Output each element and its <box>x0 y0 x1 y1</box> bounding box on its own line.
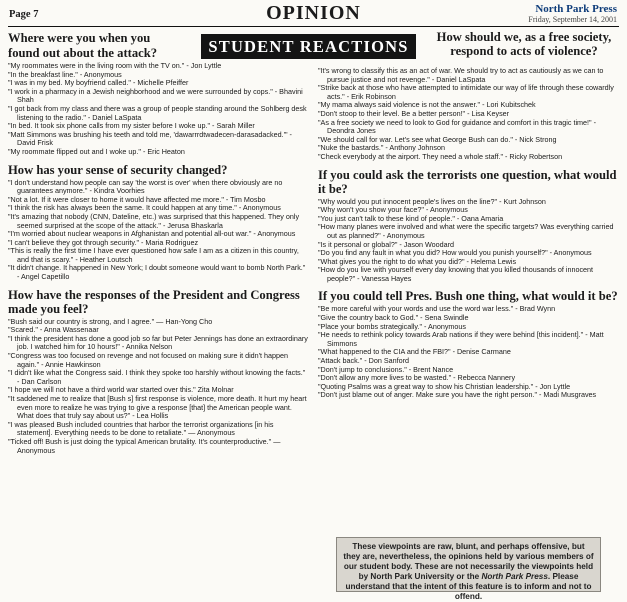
quote-item: "Bush said our country is strong, and I agree." — Han-Yong Cho <box>8 316 213 326</box>
q5-quotes <box>8 318 308 456</box>
quote-item: "You just can't talk to these kind of people." - Oana Amaria <box>318 213 504 223</box>
q1-heading-line2: found out about the attack? <box>8 46 158 60</box>
publication-date: Friday, September 14, 2001 <box>528 15 617 24</box>
quote-item: "I'm worried about nuclear weapons in Afghanistan and potential all-out war." - Anonymous <box>8 229 296 239</box>
disclaimer-text-a: These viewpoints are raw, blunt, and perhaps offensive, but they are, nevertheless, the opinions held by various members of our student body. These are not necessarily the viewpoints held by North Park University or the <box>343 542 594 581</box>
paper-name: North Park Press <box>535 3 617 15</box>
quote-item: "I think the president has done a good job so far but Peter Jennings has done an extraordinary job. I watched him for 10 hours!" - Annika Nelson <box>8 333 308 352</box>
quote-item: "My roommate flipped out and I woke up." - Eric Heaton <box>8 146 185 156</box>
quote-item: "Attack back." - Don Sanford <box>318 356 409 366</box>
paper-masthead <box>528 3 617 24</box>
quote-item: "Do you find any fault in what you did? How would you punish yourself?" - Anonymous <box>318 248 592 258</box>
quote-item: "Give the country back to God." - Sena Swindle <box>318 313 469 323</box>
q6-quotes <box>318 305 618 400</box>
quote-item: "In the breakfast line." - Anonymous <box>8 69 122 79</box>
quote-item: "Congress was too focused on revenge and not focused on making sure it didn't happen again." - Annie Hawkinson <box>8 351 289 369</box>
q5-heading: How have the responses of the President and Congress made you feel? <box>8 287 300 316</box>
quote-item: "How do you live with yourself every day knowing that you killed thousands of innocent people?" - Vanessa Hayes <box>318 265 594 283</box>
quote-item: "He needs to rethink policy towards Arab nations if they were behind [this incident]." - Matt Simmons <box>318 330 604 348</box>
q3-quotes <box>8 179 308 282</box>
quote-item: "What gives you the right to do what you did?" - Helema Lewis <box>318 256 517 266</box>
quote-item: "I don't understand how people can say 'the worst is over' when there obviously are no guarantees anymore." - Kindra Voorhies <box>8 177 283 196</box>
quote-item: "Quoting Psalms was a great way to show his Christian leadership." - Jon Lyttle <box>318 381 571 391</box>
quote-item: "I work in a pharmacy in a Jewish neighborhood and we were surrounded by cops." - Bhavini Shah <box>8 86 303 105</box>
student-reactions-banner: STUDENT REACTIONS <box>201 34 416 59</box>
q1-heading-line1: Where were you when you <box>8 31 151 45</box>
quote-item: "Check everybody at the airport. They need a whole staff." - Ricky Robertson <box>318 151 563 161</box>
left-column <box>8 30 308 455</box>
quote-item: "Not a lot. If it were closer to home it would have affected me more." - Tim Mosbo <box>8 194 266 204</box>
right-column <box>318 67 618 400</box>
section-title: OPINION <box>266 2 361 24</box>
q2-heading: How should we, as a free society, respond to acts of violence? <box>436 30 612 58</box>
q3-heading: How has your sense of security changed? <box>8 162 228 177</box>
quote-item: "Why would you put innocent people's lives on the line?" - Kurt Johnson <box>318 196 546 206</box>
editorial-disclaimer-box <box>336 537 601 601</box>
q4-heading: If you could ask the terrorists one question, what would it be? <box>318 167 617 196</box>
quote-item: "It saddened me to realize that [Bush s] first response is violence, more death. It hurt my heart even more to realize he was trying to give a response [that] the American people want. What does that truly say about us?" - Lea Hollis <box>8 394 307 421</box>
quote-item: "Scared." - Anna Wassenaar <box>8 325 99 335</box>
quote-item: "Be more careful with your words and use the word war less." - Brad Wynn <box>318 304 556 314</box>
masthead <box>0 0 627 30</box>
quote-item: "We should call for war. Let's see what George Bush can do." - Nick Strong <box>318 134 557 144</box>
quote-item: "Matt Simmons was brushing his teeth and told me, 'dawarrrdtwadecen-darasadacked.'" - David Frisk <box>8 129 292 148</box>
quote-item: "I was in my bed. My boyfriend called." - Michelle Pfeiffer <box>8 78 189 88</box>
disclaimer-publication: North Park Press <box>481 572 548 581</box>
page-number: Page 7 <box>9 9 39 20</box>
quote-item: "Don't stoop to their level. Be a better person!" - Lisa Keyser <box>318 108 510 118</box>
quote-item: "Why won't you show your face?" - Anonymous <box>318 205 468 215</box>
quote-item: "Don't just blame out of anger. Make sure you have the right person." - Madi Musgraves <box>318 390 597 400</box>
q1-quotes <box>8 62 308 157</box>
quote-item: "It didn't change. It happened in New York; I doubt someone would want to bomb North Park." - Angel Capetillo <box>8 263 306 282</box>
q2-quotes <box>318 67 618 162</box>
quote-item: "I got back from my class and there was a group of people standing around the Sohlberg desk listening to the radio." - Daniel LaSpata <box>8 103 307 122</box>
q4-quotes <box>318 198 618 284</box>
disclaimer-text-b: . Please understand that the intent of this feature is to inform and not to offend. <box>345 572 592 601</box>
quote-item: "Strike back at those who have attempted to intimidate our way of life through these cowardly acts." - Erik Robinson <box>318 83 614 101</box>
quote-item: "I can't believe they got through security." - Maria Rodriguez <box>8 237 199 247</box>
quote-item: "I hope we will not have a third world war started over this." Zita Molnar <box>8 385 234 395</box>
quote-item: "Don't allow any more lives to be wasted." - Rebecca Nannery <box>318 373 516 383</box>
quote-item: "In bed. It took six phone calls from my sister before I woke up." - Sarah Miller <box>8 121 255 131</box>
quote-item: "It's wrong to classify this as an act of war. We should try to act as cautiously as we can to pursue justice and not revenge." - Daniel LaSpata <box>318 66 604 84</box>
quote-item: "I think the risk has always been the same. It could happen at any time." - Anonymous <box>8 203 281 213</box>
quote-item: "It's amazing that nobody (CNN, Dateline, etc.) was surprised that this happened. They only seemed surprised at the scope of the attack." - Jerusa Bhaskarla <box>8 211 300 230</box>
quote-item: "Ticked off! Bush is just doing the typical American brutality. It's counterproductive." — Anonymous <box>8 436 281 455</box>
quote-item: "Place your bombs strategically." - Anonymous <box>318 321 466 331</box>
q6-heading: If you could tell Pres. Bush one thing, what would it be? <box>318 289 618 304</box>
header-rule <box>8 26 619 27</box>
quote-item: "My roommates were in the living room with the TV on." - Jon Lyttle <box>8 61 222 70</box>
quote-item: "As a free society we need to look to God for guidance and comfort in this tragic time!" - Deondra Jones <box>318 117 596 136</box>
quote-item: "I was pleased Bush included countries that harbor the terrorist organizations [in his statement]. Everything needs to be done to retaliate." — Anonymous <box>8 419 274 438</box>
quote-item: "How many planes were involved and what were the specific targets? Was everything carried out as planned?" - Anonymous <box>318 222 614 240</box>
quote-item: "Nuke the bastards." - Anthony Johnson <box>318 143 445 153</box>
quote-item: "This is really the first time I have ever questioned how safe I am as a citizen in this country, and that is scary." - Heather Loutsch <box>8 246 299 264</box>
quote-item: "What happened to the CIA and the FBI?" - Denise Carmane <box>318 347 511 357</box>
quote-item: "I didn't like what the Congress said. I think they spoke too harshly without knowing the facts." - Dan Carlson <box>8 368 306 386</box>
quote-item: "My mama always said violence is not the answer." - Lori Kubitschek <box>318 100 536 110</box>
quote-item: "Don't jump to conclusions." - Brent Nance <box>318 364 454 374</box>
quote-item: "Is it personal or global?" - Jason Woodard <box>318 239 455 249</box>
